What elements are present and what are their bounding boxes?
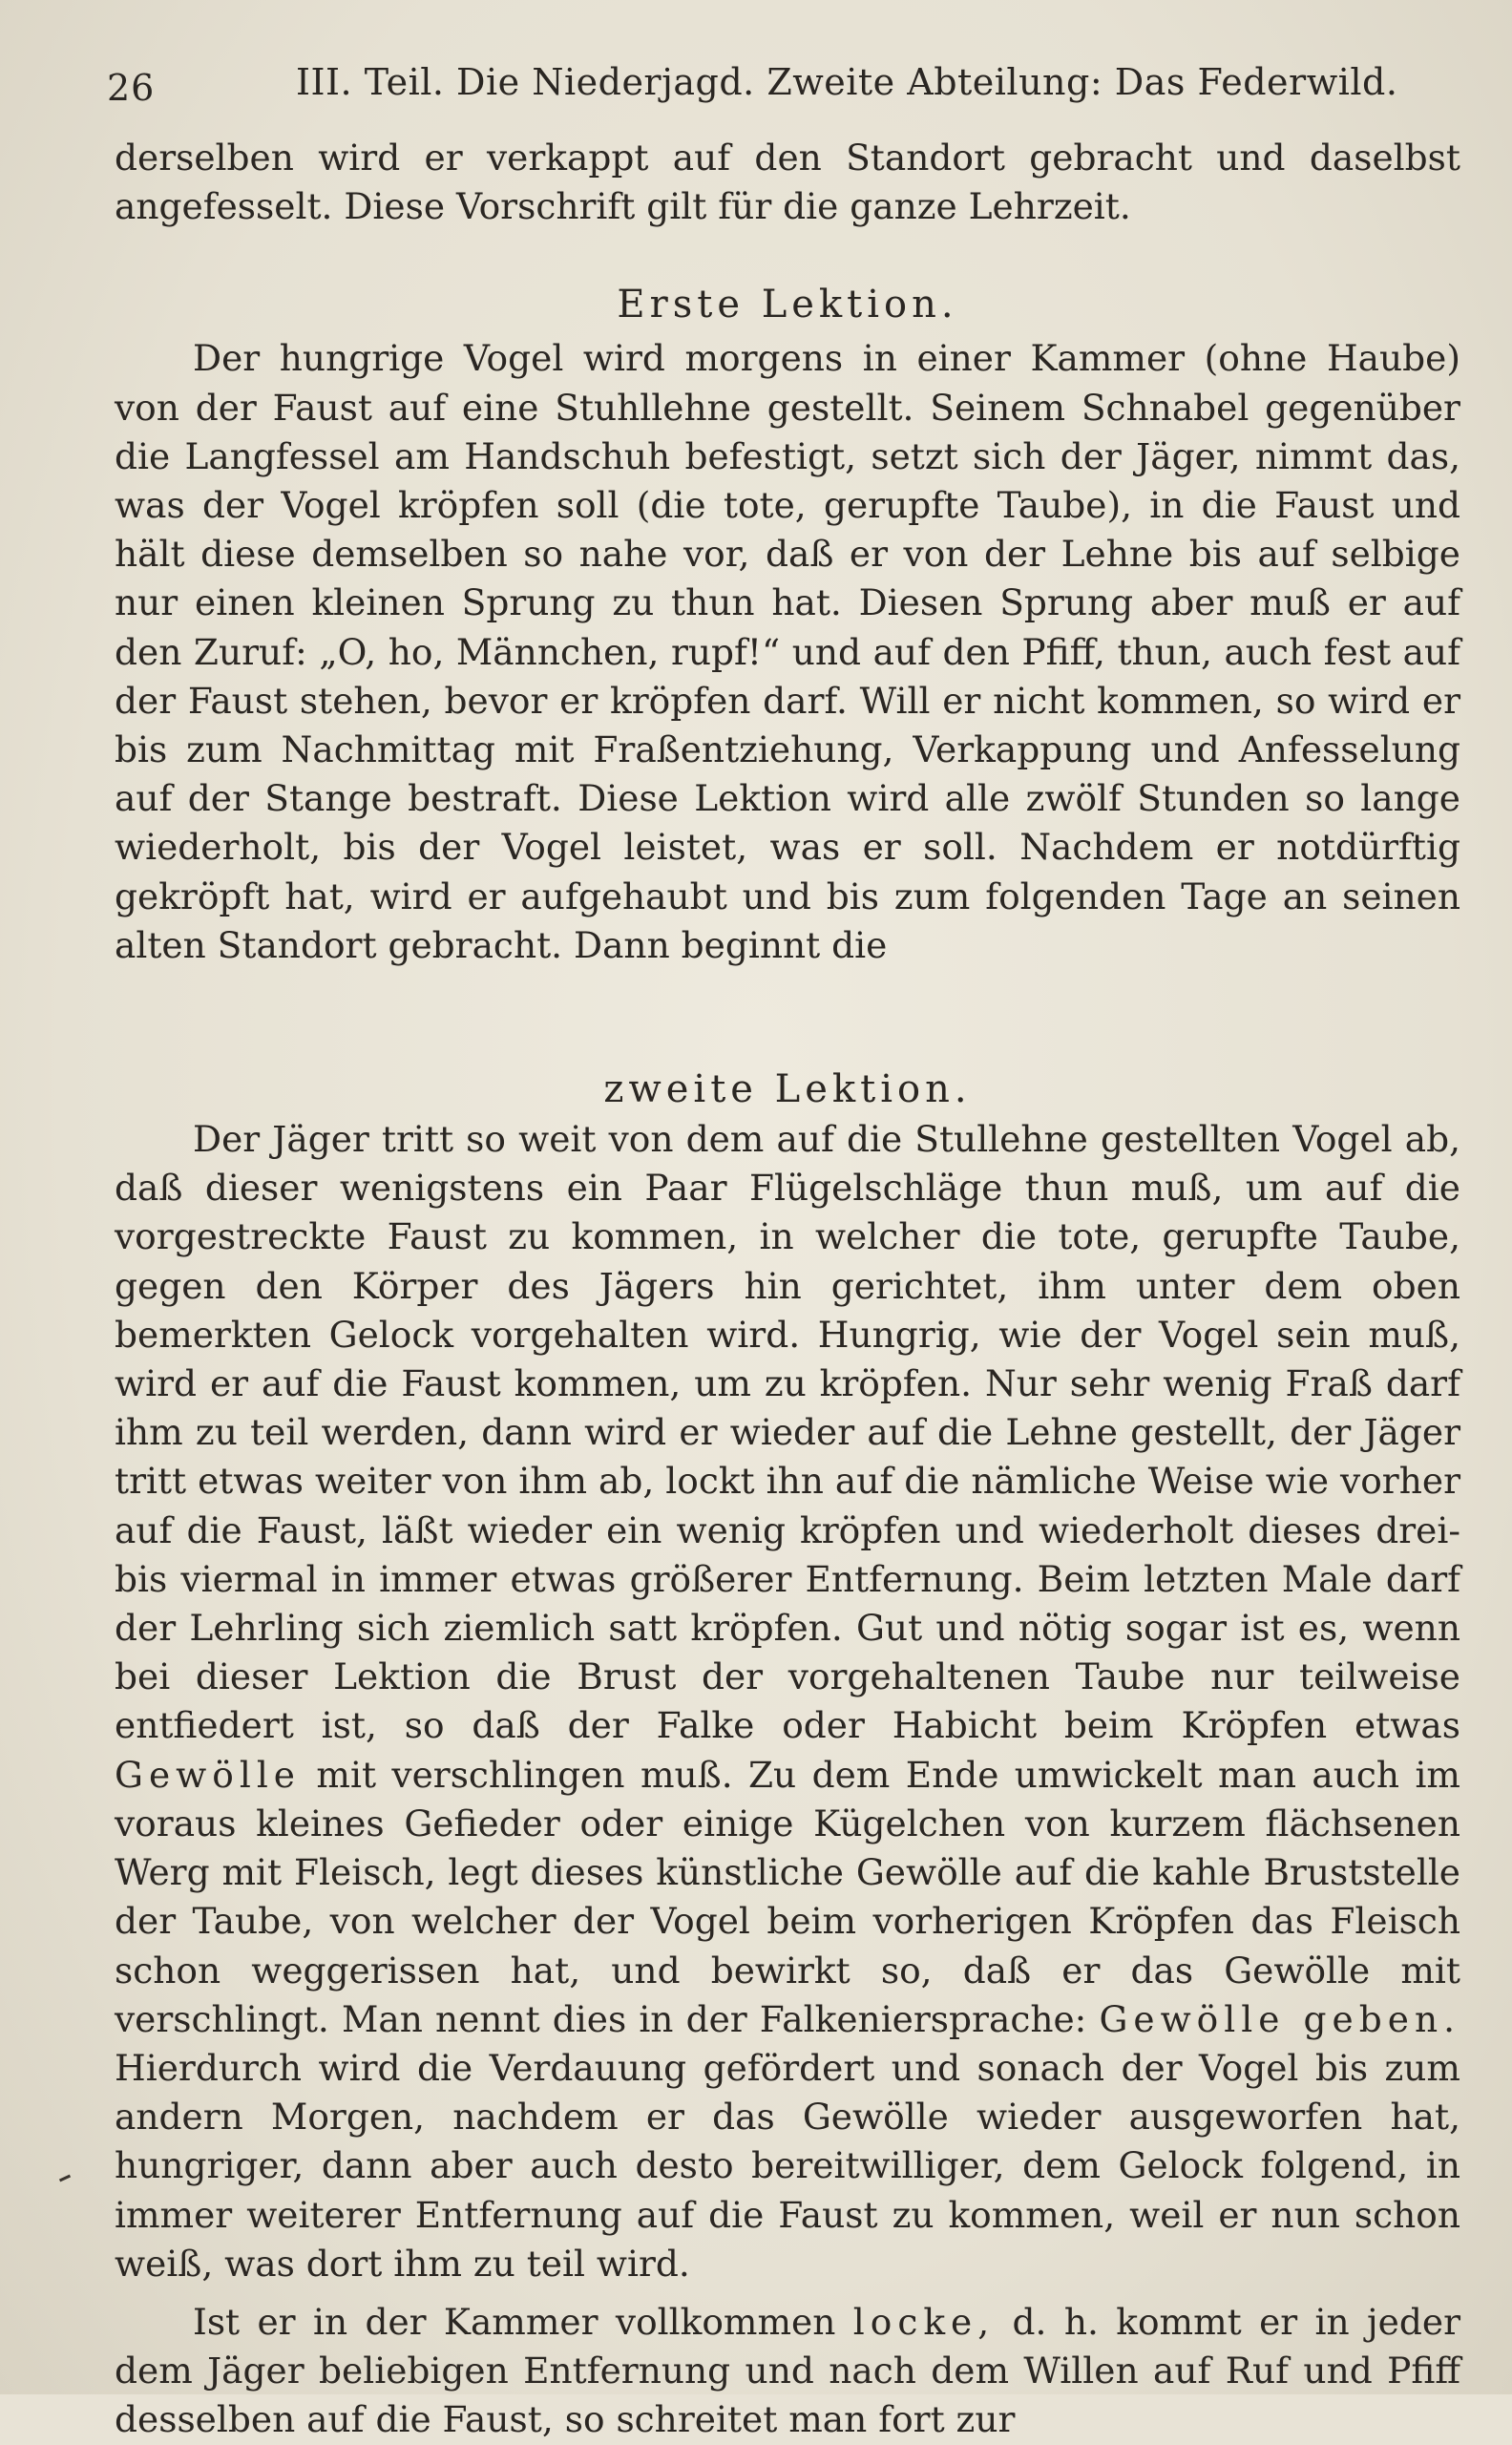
term-gewoelle: Gewölle	[115, 1753, 302, 1796]
intro-paragraph: derselben wird er verkappt auf den Standort gebracht und daselbst angefesselt. Diese Vorschrift gilt für die ganze Lehrzeit.	[115, 137, 1460, 228]
first-lesson-paragraph: Der hungrige Vogel wird morgens in einer Kammer (ohne Haube) von der Faust auf eine Stuhllehne gestellt. Seinem Schnabel gegenüber die Langfessel am Handschuh befestigt, setzt sich der Jäger, nimmt das, was der Vogel kröpfen soll (die tote, gerupfte Taube), in die Faust und hält diese demselben so nahe vor, daß er von der Lehne bis auf selbige nur einen kleinen Sprung zu thun hat. Diesen Sprung aber muß er auf den Zuruf: „O, ho, Männchen, rupf!“ und auf den Pfiff, thun, auch fest auf der Faust stehen, bevor er kröpfen darf. Will er nicht kommen, so wird er bis zum Nachmittag mit Fraßentziehung, Verkappung und Anfesselung auf der Stange bestraft. Diese Lektion wird alle zwölf Stunden so lange wiederholt, bis der Vogel leistet, was er soll. Nachdem er notdürftig gekröpft hat, wird er aufgehaubt und bis zum folgenden Tage an seinen alten Standort gebracht. Dann beginnt die	[115, 337, 1460, 966]
second-lesson-text-part3: Hierdurch wird die Verdauung gefördert und sonach der Vogel bis zum andern Morgen, nachdem er das Gewölle wieder ausgeworfen hat, hungriger, dann aber auch desto bereitwilliger, dem Gelock folgend, in immer weiterer Entfernung auf die Faust zu kommen, weil er nun schon weiß, was dort ihm zu teil wird.	[115, 2046, 1460, 2285]
running-head	[107, 59, 1462, 116]
final-text-part1: Ist er in der Kammer vollkommen	[193, 2300, 836, 2343]
term-gewoelle-geben: Gewölle geben.	[1099, 1997, 1461, 2040]
final-text-part2: d. h. kommt er in jeder dem Jäger beliebigen Entfernung und nach dem Willen auf Ruf und Pfiff desselben auf die Faust, so schreitet man fort zur	[115, 2300, 1461, 2441]
page-number: 26	[107, 67, 156, 109]
final-paragraph	[115, 2298, 1460, 2445]
margin-pencil-mark	[59, 2175, 71, 2182]
term-locke: locke,	[852, 2300, 996, 2343]
second-lesson-text-part2: mit verschlingen muß. Zu dem Ende umwickelt man auch im voraus kleines Gefieder oder einige Kügelchen von kurzem flächsenen Werg mit Fleisch, legt dieses künstliche Gewölle auf die kahle Bruststelle der Taube, von welcher der Vogel beim vorherigen Kröpfen das Fleisch schon weggerissen hat, und bewirkt so, daß er das Gewölle mit verschlingt. Man nennt dies in der Falkeniersprache:	[115, 1753, 1460, 2040]
second-lesson-text-part1: Der Jäger tritt so weit von dem auf die Stullehne gestellten Vogel ab, daß dieser wenigstens ein Paar Flügelschläge thun muß, um auf die vorgestreckte Faust zu kommen, in welcher die tote, gerupfte Taube, gegen den Körper des Jägers hin gerichtet, ihm unter dem oben bemerkten Gelock vorgehalten wird. Hungrig, wie der Vogel sein muß, wird er auf die Faust kommen, um zu kröpfen. Nur sehr wenig Fraß darf ihm zu teil werden, dann wird er wieder auf die Lehne gestellt, der Jäger tritt etwas weiter von ihm ab, lockt ihn auf die nämliche Weise wie vorher auf die Faust, läßt wieder ein wenig kröpfen und wiederholt dieses drei- bis viermal in immer etwas größerer Entfernung. Beim letzten Male darf der Lehrling sich ziemlich satt kröpfen. Gut und nötig sogar ist es, wenn bei dieser Lektion die Brust der vorgehaltenen Taube nur teilweise entfiedert ist, so daß der Falke oder Habicht beim Kröpfen etwas	[115, 1118, 1460, 1747]
running-title: III. Teil. Die Niederjagd. Zweite Abteilung: Das Federwild.	[296, 61, 1398, 103]
page-content	[115, 134, 1460, 2445]
section-heading-first-lesson: Erste Lektion.	[617, 283, 958, 327]
section-heading-second-lesson: zweite Lektion.	[603, 1067, 972, 1112]
second-lesson-paragraph	[115, 1115, 1460, 2288]
